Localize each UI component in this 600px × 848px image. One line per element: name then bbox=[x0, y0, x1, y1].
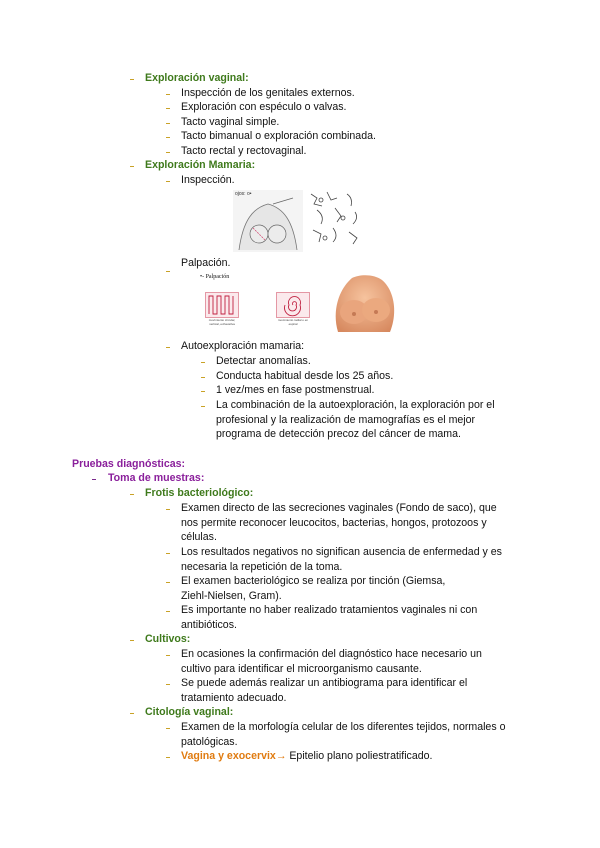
bullet-icon bbox=[166, 152, 170, 153]
list-item-continuation: antibióticos. bbox=[181, 619, 237, 631]
bullet-icon bbox=[166, 94, 170, 95]
figure-caption: •- Palpación bbox=[200, 274, 230, 280]
list-item-continuation: cultivo para identificar el microorganismo causante. bbox=[181, 663, 422, 675]
list-item: Exploración con espéculo o valvas. bbox=[181, 101, 347, 113]
bullet-icon bbox=[201, 391, 205, 392]
bullet-icon bbox=[201, 377, 205, 378]
figure-label: movimiento circular, vertical, exhaustiva bbox=[208, 318, 236, 326]
list-item: Tacto rectal y rectovaginal. bbox=[181, 145, 307, 157]
subheading-toma-muestras: Toma de muestras: bbox=[108, 472, 205, 484]
bullet-icon bbox=[166, 108, 170, 109]
subheading-frotis: Frotis bacteriológico: bbox=[145, 487, 254, 499]
bullet-icon bbox=[166, 757, 170, 758]
bullet-icon bbox=[166, 684, 170, 685]
list-item-continuation: patológicas. bbox=[181, 736, 238, 748]
list-item: Inspección de los genitales externos. bbox=[181, 87, 355, 99]
list-item-continuation: tratamiento adecuado. bbox=[181, 692, 287, 704]
list-item-palpacion: Palpación. bbox=[181, 257, 231, 269]
list-item: Detectar anomalías. bbox=[216, 355, 311, 367]
bullet-icon bbox=[166, 181, 170, 182]
list-item: Se puede además realizar un antibiograma para identificar el bbox=[181, 677, 468, 689]
list-item-continuation: necesaria la repetición de la toma. bbox=[181, 561, 343, 573]
bullet-icon bbox=[166, 347, 170, 348]
subheading-cultivos: Cultivos: bbox=[145, 633, 191, 645]
list-item: El examen bacteriológico se realiza por tinción (Giemsa, bbox=[181, 575, 446, 587]
bullet-icon bbox=[201, 362, 205, 363]
bullet-icon bbox=[130, 494, 134, 495]
list-item: La combinación de la autoexploración, la exploración por el bbox=[216, 399, 495, 411]
list-item: Conducta habitual desde los 25 años. bbox=[216, 370, 394, 382]
figure-caption: ojos: o• bbox=[235, 191, 252, 197]
bullet-icon bbox=[166, 611, 170, 612]
list-item-vagina-exocervix bbox=[181, 749, 432, 763]
highlight-label: Vagina y exocervix bbox=[181, 750, 276, 762]
list-item: Los resultados negativos no significan ausencia de enfermedad y es bbox=[181, 546, 502, 558]
bullet-icon bbox=[166, 137, 170, 138]
bullet-icon bbox=[166, 509, 170, 510]
bullet-icon bbox=[130, 166, 134, 167]
list-item-continuation: Ziehl-Nielsen, Gram). bbox=[181, 590, 282, 602]
section-heading-pruebas: Pruebas diagnósticas: bbox=[72, 458, 186, 470]
bullet-icon bbox=[130, 79, 134, 80]
breast-positions-drawing bbox=[307, 188, 369, 252]
bullet-icon bbox=[130, 640, 134, 641]
bullet-icon bbox=[166, 553, 170, 554]
breast-model-image bbox=[330, 272, 398, 334]
list-item: 1 vez/mes en fase postmenstrual. bbox=[216, 384, 375, 396]
figure-label: movimiento radial o en espiral bbox=[277, 318, 309, 326]
bullet-icon bbox=[166, 728, 170, 729]
list-item-inspeccion: Inspección. bbox=[181, 174, 235, 186]
bullet-icon bbox=[166, 271, 170, 272]
list-item-autoexploracion: Autoexploración mamaria: bbox=[181, 340, 305, 352]
palpation-vertical-diagram bbox=[205, 292, 239, 330]
list-item-continuation: programa de detección precoz del cáncer de mama. bbox=[216, 428, 461, 440]
list-item: En ocasiones la confirmación del diagnóstico hace necesario un bbox=[181, 648, 482, 660]
palpation-spiral-diagram bbox=[276, 292, 310, 330]
bullet-icon bbox=[130, 713, 134, 714]
bullet-icon bbox=[166, 582, 170, 583]
list-item: Tacto vaginal simple. bbox=[181, 116, 280, 128]
list-item-continuation: profesional y la realización de mamografías es el mejor bbox=[216, 414, 476, 426]
bullet-icon bbox=[166, 655, 170, 656]
section-heading-exploracion-vaginal: Exploración vaginal: bbox=[145, 72, 249, 84]
breast-inspection-image bbox=[233, 190, 303, 252]
bullet-icon bbox=[92, 479, 96, 480]
bullet-icon bbox=[201, 406, 205, 407]
list-item-continuation: células. bbox=[181, 531, 217, 543]
subheading-citologia: Citología vaginal: bbox=[145, 706, 234, 718]
arrow-icon: → bbox=[275, 750, 287, 762]
section-heading-exploracion-mamaria: Exploración Mamaria: bbox=[145, 159, 256, 171]
list-item: Examen de la morfología celular de los diferentes tejidos, normales o bbox=[181, 721, 506, 733]
bullet-icon bbox=[166, 123, 170, 124]
item-text: Epitelio plano poliestratificado. bbox=[286, 750, 433, 762]
list-item-continuation: nos permite reconocer leucocitos, bacterias, hongos, protozoos y bbox=[181, 517, 487, 529]
list-item: Tacto bimanual o exploración combinada. bbox=[181, 130, 376, 142]
list-item: Es importante no haber realizado tratamientos vaginales ni con bbox=[181, 604, 478, 616]
list-item: Examen directo de las secreciones vaginales (Fondo de saco), que bbox=[181, 502, 497, 514]
